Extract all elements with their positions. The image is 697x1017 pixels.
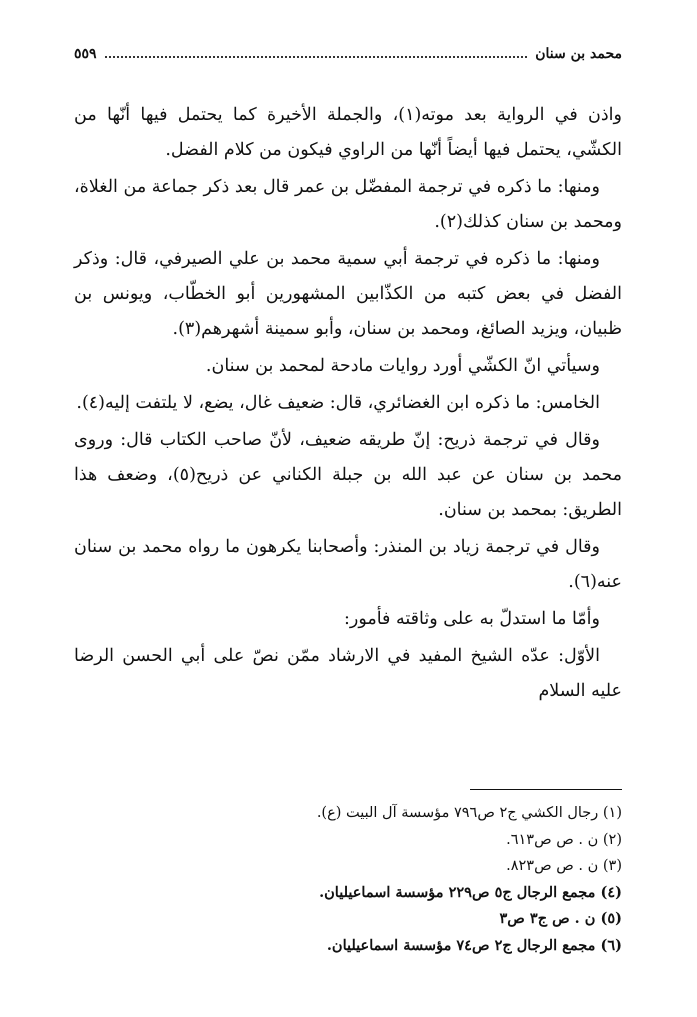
paragraph: وأمّا ما استدلّ به على وثاقته فأمور:: [343, 609, 600, 629]
paragraph: ومنها: ما ذكره في ترجمة أبي سمية محمد بن علي الصيرفي، قال: وذكر الفضل في بعض كتبه من الكذّابين المشهورين أبو الخطّاب، ويونس بن ظبيان، ويزيد الصائغ، ومحمد بن سنان، وأبو سمينة أشهرهم(٣).: [74, 249, 622, 339]
running-header: [74, 44, 622, 68]
header-dot-leader: [105, 44, 528, 58]
main-text: [74, 98, 622, 711]
paragraph: وقال في ترجمة ذريح: إنّ طريقه ضعيف، لأنّ صاحب الكتاب قال: وروى محمد بن سنان عن عبد الله بن جبلة الكناني عن ذريح(٥)، وضعف هذا الطريق: بمحمد بن سنان.: [74, 430, 623, 520]
footnote: (٤) مجمع الرجال ج٥ ص٢٢٩ مؤسسة اسماعيليان.: [319, 883, 622, 901]
footnote: (٣) ن . ص ص٨٢٣.: [506, 858, 622, 874]
footnote: (١) رجال الكشي ج٢ ص٧٩٦ مؤسسة آل البيت (ع).: [316, 805, 622, 821]
paragraph: وقال في ترجمة زياد بن المنذر: وأصحابنا يكرهون ما رواه محمد بن سنان عنه(٦).: [74, 537, 622, 592]
running-title: محمد بن سنان: [535, 46, 622, 62]
footnote: (٥) ن . ص ج٣ ص٣: [499, 910, 622, 927]
paragraph: الخامس: ما ذكره ابن الغضائري، قال: ضعيف غال، يضع، لا يلتفت إليه(٤).: [76, 393, 600, 413]
footnotes: [74, 800, 622, 959]
footnote: (٢) ن . ص ص٦١٣.: [506, 831, 622, 848]
footnote-divider: [470, 789, 622, 790]
paragraph: الأوّل: عدّه الشيخ المفيد في الارشاد ممّن نصّ على أبي الحسن الرضا عليه السلام: [74, 646, 622, 701]
footnote: (٦) مجمع الرجال ج٢ ص٧٤ مؤسسة اسماعيليان.: [326, 936, 622, 954]
paragraph: وسيأتي انّ الكشّي أورد روايات مادحة لمحمد بن سنان.: [205, 356, 600, 376]
paragraph: ومنها: ما ذكره في ترجمة المفضّل بن عمر قال بعد ذكر جماعة من الغلاة، ومحمد بن سنان كذلك(٢).: [74, 177, 622, 232]
page-number: ٥٥٩: [74, 46, 97, 62]
paragraph: واذن في الرواية بعد موته(١)، والجملة الأخيرة كما يحتمل فيها أنّها من الكشّي، يحتمل فيها أيضاً أنّها من الراوي فيكون من كلام الفضل.: [74, 105, 622, 160]
